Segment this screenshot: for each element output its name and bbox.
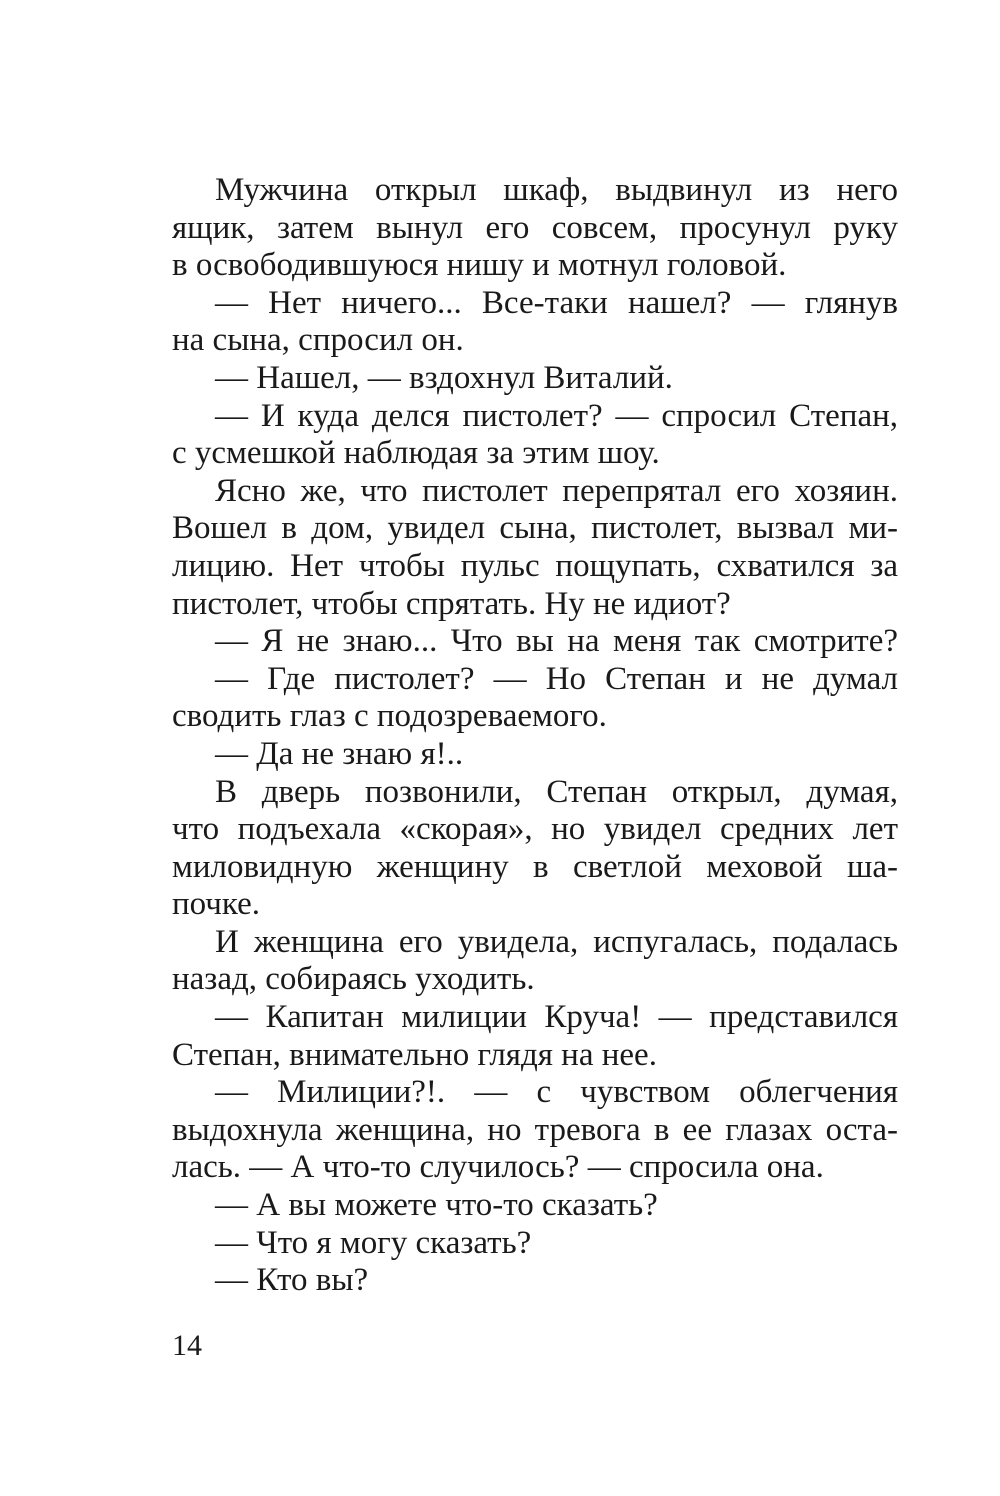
text-line: Степан, внимательно глядя на нее. [172, 1036, 657, 1073]
text-line: — И куда делся пистолет? — спросил Степан, [215, 397, 898, 434]
text-body [172, 172, 898, 1300]
text-line: В дверь позвонили, Степан открыл, думая, [215, 773, 898, 810]
text-line: Вошел в дом, увидел сына, пистолет, вызвал ми- [172, 510, 898, 547]
text-line: — Где пистолет? — Но Степан и не думал [215, 660, 898, 697]
page-number: 14 [172, 1329, 202, 1362]
text-line: — Да не знаю я!.. [215, 735, 464, 772]
text-line: — Что я могу сказать? [215, 1224, 532, 1261]
text-line: что подъехала «скорая», но увидел средних лет [172, 811, 898, 848]
text-line: — А вы можете что-то сказать? [215, 1187, 658, 1224]
text-line: лицию. Нет чтобы пульс пощупать, схватился за [172, 547, 898, 584]
text-line: миловидную женщину в светлой меховой ша- [172, 848, 898, 885]
text-line: пистолет, чтобы спрятать. Ну не идиот? [172, 585, 731, 622]
text-line: — Милиции?!. — с чувством облегчения [215, 1074, 898, 1111]
text-line: — Нет ничего... Все-таки нашел? — глянув [215, 284, 898, 321]
text-line: почке. [172, 886, 261, 923]
text-line: — Кто вы? [215, 1262, 369, 1299]
text-line: сводить глаз с подозреваемого. [172, 698, 607, 735]
text-line: Мужчина открыл шкаф, выдвинул из него [215, 172, 898, 208]
text-line: на сына, спросил он. [172, 322, 464, 359]
text-line: — Я не знаю... Что вы на меня так смотрите? [215, 623, 898, 660]
text-line: — Нашел, — вздохнул Виталий. [215, 359, 673, 396]
text-line: выдохнула женщина, но тревога в ее глазах оста- [172, 1111, 898, 1148]
text-line: И женщина его увидела, испугалась, подалась [215, 923, 898, 960]
text-line: лась. — А что-то случилось? — спросила она. [172, 1149, 824, 1186]
text-line: с усмешкой наблюдая за этим шоу. [172, 435, 660, 472]
text-line: в освободившуюся нишу и мотнул головой. [172, 247, 787, 284]
text-line: — Капитан милиции Круча! — представился [215, 999, 898, 1036]
text-line: назад, собираясь уходить. [172, 961, 535, 998]
text-line: ящик, затем вынул его совсем, просунул руку [172, 209, 898, 246]
text-line: Ясно же, что пистолет перепрятал его хозяин. [215, 472, 898, 509]
